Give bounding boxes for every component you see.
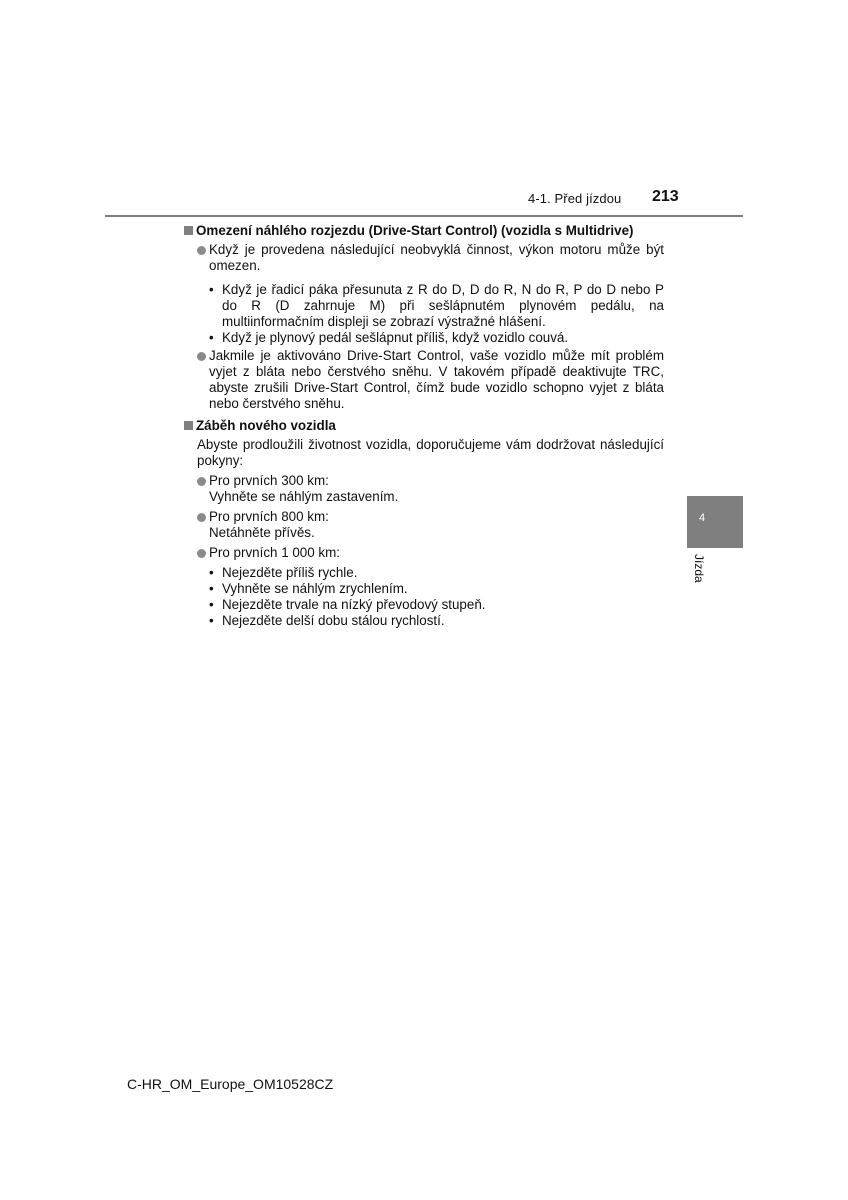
item-detail: Netáhněte přívěs. [209, 525, 315, 540]
square-bullet-icon [184, 226, 193, 235]
list-item [197, 348, 664, 412]
document-code: C-HR_OM_Europe_OM10528CZ [127, 1076, 334, 1092]
item-label: Pro prvních 1 000 km: [209, 545, 340, 560]
sub-item-text: Nejezděte příliš rychle. [222, 565, 358, 580]
bullet-icon: • [209, 282, 214, 297]
header-divider [105, 215, 743, 217]
item-text: Jakmile je aktivováno Drive-Start Control, vaše vozidlo může mít problém vyjet z bláta nebo čerstvého sněhu. V takovém případě deaktivujte TRC, abyste zrušili Drive-Start Control, čímž bude vozidlo schopno vyjet z bláta nebo čerstvého sněhu. [209, 348, 664, 411]
sub-item-text: Když je plynový pedál sešlápnut příliš, když vozidlo couvá. [222, 330, 569, 345]
item-text: Když je provedena následující neobvyklá činnost, výkon motoru může být omezen. [209, 242, 664, 273]
bullet-icon: • [209, 330, 214, 345]
heading-text: Záběh nového vozidla [196, 418, 336, 433]
circle-bullet-icon [197, 513, 206, 522]
item-detail: Vyhněte se náhlým zastavením. [209, 489, 399, 504]
sub-list-item [209, 597, 664, 613]
sub-list-item [209, 282, 664, 330]
section-title: 4-1. Před jízdou [528, 191, 622, 206]
list-item [197, 509, 664, 541]
square-bullet-icon [184, 421, 193, 430]
bullet-icon: • [209, 597, 214, 612]
circle-bullet-icon [197, 246, 206, 255]
section-heading-break-in [184, 418, 664, 434]
list-item [197, 242, 664, 274]
bullet-icon: • [209, 565, 214, 580]
sub-item-text: Nejezděte delší dobu stálou rychlostí. [222, 613, 445, 628]
page-number: 213 [652, 188, 679, 205]
bullet-icon: • [209, 581, 214, 596]
item-text [209, 473, 664, 505]
chapter-label: Jízda [692, 554, 706, 583]
sub-list-item [209, 565, 664, 581]
item-text [209, 509, 664, 541]
circle-bullet-icon [197, 352, 206, 361]
sub-list-item [209, 581, 664, 597]
item-label: Pro prvních 300 km: [209, 473, 329, 488]
intro-paragraph: Abyste prodloužili životnost vozidla, doporučujeme vám dodržovat následující pokyny: [197, 437, 664, 468]
sub-item-text: Nejezděte trvale na nízký převodový stupeň. [222, 597, 486, 612]
page-content [184, 223, 664, 629]
bullet-icon: • [209, 613, 214, 628]
list-item [197, 473, 664, 505]
heading-text: Omezení náhlého rozjezdu (Drive-Start Control) (vozidla s Multidrive) [196, 223, 634, 238]
item-label: Pro prvních 800 km: [209, 509, 329, 524]
sub-item-text: Vyhněte se náhlým zrychlením. [222, 581, 408, 596]
chapter-number: 4 [699, 512, 706, 524]
section-heading-drive-start [184, 223, 664, 239]
sub-item-text: Když je řadicí páka přesunuta z R do D, D do R, N do R, P do D nebo P do R (D zahrnuje M) při sešlápnutém plynovém pedálu, na multiinformačním displeji se zobrazí výstražné hlášení. [222, 282, 664, 329]
chapter-tab [687, 496, 743, 548]
circle-bullet-icon [197, 477, 206, 486]
list-item [197, 545, 664, 561]
sub-list-item [209, 613, 664, 629]
sub-list-item [209, 330, 664, 346]
circle-bullet-icon [197, 549, 206, 558]
